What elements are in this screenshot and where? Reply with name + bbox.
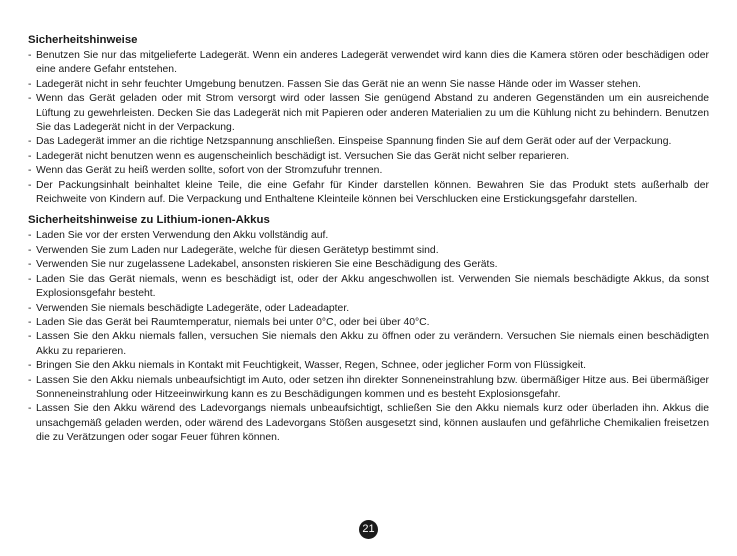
list-item: - Wenn das Gerät geladen oder mit Strom versorgt wird oder lassen Sie genügend Abstand zu anderen Gegenständen um ein ausreichende Lüftung zu gewehrleisten. Decken Sie das Ladegerät nich mit Papieren oder anderen Materialien zu um die Kühlung nicht zu behindern. Benutzen Sie das Ladegerät nicht in der Verpackung. [28, 92, 709, 135]
safety-list [28, 49, 709, 207]
list-item: - Wenn das Gerät zu heiß werden sollte, sofort von der Stromzufuhr trennen. [28, 164, 709, 178]
list-item: - Verwenden Sie niemals beschädigte Ladegeräte, oder Ladeadapter. [28, 302, 709, 316]
list-item: - Das Ladegerät immer an die richtige Netzspannung anschließen. Einspeise Spannung finden Sie auf dem Gerät oder auf der Verpackung. [28, 135, 709, 149]
list-item: - Laden Sie das Gerät niemals, wenn es beschädigt ist, oder der Akku angeschwollen ist. Verwenden Sie niemals beschädigte Akkus, da sonst Explosionsgefahr besteht. [28, 273, 709, 302]
list-item: - Lassen Sie den Akku niemals fallen, versuchen Sie niemals den Akku zu öffnen oder zu verändern. Versuchen Sie niemals einen beschädigten Akku zu reparieren. [28, 330, 709, 359]
battery-safety-list [28, 229, 709, 445]
battery-safety-section [28, 213, 709, 445]
list-item: - Lassen Sie den Akku niemals unbeaufsichtigt im Auto, oder setzen ihn direkter Sonneneinstrahlung bzw. übermäßiger Hitze aus. Bei übermäßiger Sonneneinstrahlung oder Hitzeeinwirkung kann es zu Beschädigungen kommen und es besteht Explosionsgefahr. [28, 374, 709, 403]
document-page [28, 33, 709, 446]
list-item: - Bringen Sie den Akku niemals in Kontakt mit Feuchtigkeit, Wasser, Regen, Schnee, oder jeglicher Form von Flüssigkeit. [28, 359, 709, 373]
list-item: - Lassen Sie den Akku wärend des Ladevorgangs niemals unbeaufsichtigt, schließen Sie den Akku niemals kurz oder überladen ihn. Akkus die unsachgemäß geladen werden, oder wärend des Ladevorgans Stößen ausgesetzt sind, können auslaufen und gefährliche Chemikalien freisetzen die zu Verätzungen oder sogar Feuer führen können. [28, 402, 709, 445]
section-heading: Sicherheitshinweise [28, 34, 138, 46]
section-heading: Sicherheitshinweise zu Lithium-ionen-Akkus [28, 214, 270, 227]
safety-section [28, 33, 709, 207]
list-item: - Laden Sie vor der ersten Verwendung den Akku vollständig auf. [28, 229, 709, 243]
list-item: - Der Packungsinhalt beinhaltet kleine Teile, die eine Gefahr für Kinder darstellen können. Bewahren Sie das Produkt stets außerhalb der Reichweite von Kindern auf. Die Verpackung und Enthaltene Kleinteile können bei Verschlucken eine Erstickungsgefahr darstellen. [28, 179, 709, 208]
list-item: - Ladegerät nicht in sehr feuchter Umgebung benutzen. Fassen Sie das Gerät nie an wenn Sie nasse Hände oder im Wasser stehen. [28, 78, 709, 92]
list-item: - Verwenden Sie nur zugelassene Ladekabel, ansonsten riskieren Sie eine Beschädigung des Geräts. [28, 258, 709, 272]
list-item: - Benutzen Sie nur das mitgelieferte Ladegerät. Wenn ein anderes Ladegerät verwendet wird kann dies die Kamera stören oder beschädigen oder eine andere Gefahr entstehen. [28, 49, 709, 78]
list-item: - Ladegerät nicht benutzen wenn es augenscheinlich beschädigt ist. Versuchen Sie das Gerät nicht selber reparieren. [28, 150, 709, 164]
list-item: - Verwenden Sie zum Laden nur Ladegeräte, welche für diesen Gerätetyp bestimmt sind. [28, 244, 709, 258]
list-item: - Laden Sie das Gerät bei Raumtemperatur, niemals bei unter 0°C, oder bei über 40°C. [28, 316, 709, 330]
page-number-badge: 21 [359, 520, 378, 539]
